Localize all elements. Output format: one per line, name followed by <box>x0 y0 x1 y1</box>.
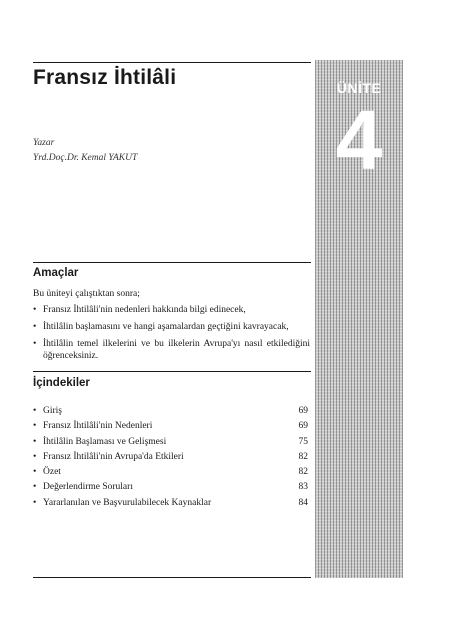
aims-intro: Bu üniteyi çalıştıktan sonra; <box>33 289 140 299</box>
contents-item <box>33 419 308 434</box>
contents-item-page: 69 <box>298 406 308 416</box>
aims-list <box>33 304 310 367</box>
contents-item-label: Fransız İhtilâli'nin Avrupa'da Etkileri <box>43 451 184 462</box>
contents-item-label: Özet <box>43 467 61 478</box>
bullet-icon: • <box>33 436 37 447</box>
contents-item-page: 82 <box>298 467 308 478</box>
aims-heading: Amaçlar <box>33 267 79 279</box>
contents-item <box>33 435 308 450</box>
aims-item-text: İhtilâlin başlamasını ve hangi aşamalardan geçtiğini kavrayacak, <box>43 322 289 332</box>
bullet-icon: • <box>33 451 37 462</box>
bullet-icon: • <box>33 339 37 349</box>
contents-item-label: İhtilâlin Başlaması ve Gelişmesi <box>43 436 167 447</box>
author-label: Yazar <box>33 138 55 148</box>
contents-item-page: 83 <box>298 482 308 493</box>
unit-label: ÜNİTE <box>336 80 382 96</box>
contents-item <box>33 450 308 465</box>
contents-item <box>33 404 308 419</box>
aims-item-text: Fransız İhtilâli'nin nedenleri hakkında bilgi edinecek, <box>43 305 246 315</box>
author-name: Yrd.Doç.Dr. Kemal YAKUT <box>33 153 138 163</box>
bullet-icon: • <box>33 421 37 432</box>
aims-item <box>33 338 310 362</box>
bullet-icon: • <box>33 482 37 493</box>
contents-item-page: 75 <box>298 436 308 447</box>
contents-item-label: Fransız İhtilâli'nin Nedenleri <box>43 421 153 432</box>
contents-rule <box>33 371 311 372</box>
contents-item-label: Giriş <box>43 406 62 416</box>
bullet-icon: • <box>33 322 37 332</box>
contents-item-label: Değerlendirme Soruları <box>43 482 133 493</box>
contents-list <box>33 404 308 511</box>
aims-item-text: İhtilâlin temel ilkelerini ve bu ilkelerin Avrupa'yı nasıl etkilediğini öğrenceksiniz. <box>43 339 310 361</box>
bullet-icon: • <box>33 467 37 478</box>
contents-item-page: 84 <box>298 497 308 508</box>
contents-item <box>33 496 308 511</box>
bullet-icon: • <box>33 497 37 508</box>
contents-item <box>33 480 308 495</box>
bullet-icon: • <box>33 305 37 315</box>
bullet-icon: • <box>33 406 37 416</box>
aims-item <box>33 304 310 316</box>
unit-number: 4 <box>335 93 383 187</box>
contents-item-label: Yararlanılan ve Başvurulabilecek Kaynaklar <box>43 497 212 508</box>
contents-item-page: 82 <box>298 451 308 462</box>
contents-item-page: 69 <box>298 421 308 432</box>
page-title: Fransız İhtilâli <box>33 66 177 89</box>
top-rule <box>33 62 311 63</box>
contents-heading: İçindekiler <box>33 377 90 389</box>
aims-item <box>33 321 310 333</box>
bottom-rule <box>33 577 311 578</box>
contents-item <box>33 465 308 480</box>
aims-rule <box>33 262 311 263</box>
